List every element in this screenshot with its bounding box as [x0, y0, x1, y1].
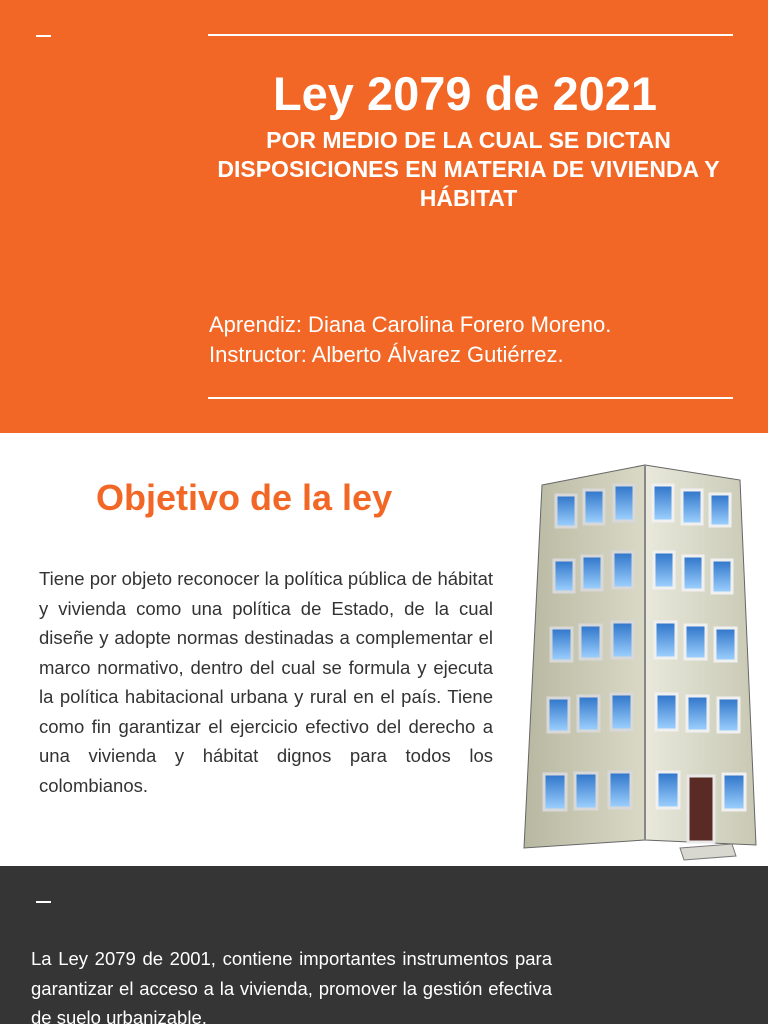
footer-short-dash — [36, 901, 51, 903]
page-subtitle: POR MEDIO DE LA CUAL SE DICTAN DISPOSICIONES EN MATERIA DE VIVIENDA Y HÁBITAT — [217, 127, 720, 211]
aprendiz-credit: Aprendiz: Diana Carolina Forero Moreno. — [209, 312, 612, 337]
objetivo-heading: Objetivo de la ley — [96, 477, 393, 518]
building-icon — [520, 460, 768, 868]
objetivo-body: Tiene por objeto reconocer la política pública de hábitat y vivienda como una política de Estado, de la cual diseñe y adopte normas destinadas a complementar el marco normativo, dentro del cual se formula y ejecuta la política habitacional urbana y rural en el país. Tiene como fin garantizar el ejercicio efectivo del derecho a una vivienda y hábitat dignos para todos los colombianos. — [39, 568, 493, 796]
header-short-dash — [36, 35, 51, 37]
page-title: Ley 2079 de 2021 — [272, 67, 658, 120]
footer-body: La Ley 2079 de 2001, contiene importantes instrumentos para garantizar el acceso a la vivienda, promover la gestión efectiva de suelo urbanizable, — [31, 948, 552, 1028]
header-top-rule — [208, 34, 733, 36]
instructor-credit: Instructor: Alberto Álvarez Gutiérrez. — [209, 342, 564, 367]
header-bottom-rule — [208, 397, 733, 399]
